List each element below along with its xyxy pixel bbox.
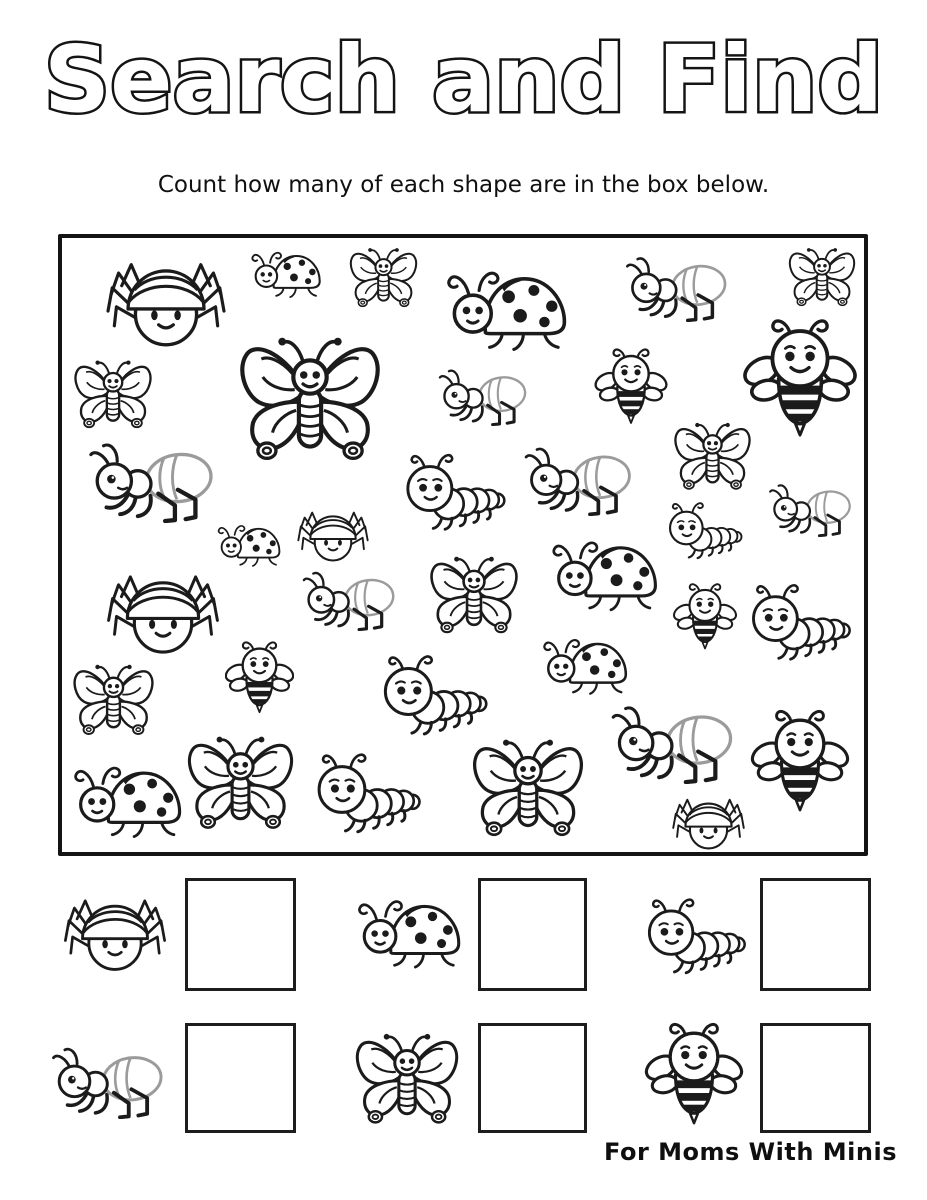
- bug-spider: [109, 577, 218, 652]
- bug-ant: [304, 573, 395, 630]
- answer-icon-caterpillar: [636, 886, 748, 986]
- bug-butterfly: [675, 423, 749, 489]
- bug-butterfly: [432, 557, 517, 633]
- bug-bee: [671, 584, 738, 648]
- bug-ant: [613, 708, 733, 782]
- bug-ant: [770, 485, 851, 535]
- bug-ladybug: [219, 526, 280, 566]
- bug-spider: [673, 800, 744, 849]
- bug-caterpillar: [408, 455, 504, 529]
- bug-butterfly: [351, 248, 416, 306]
- bug-ladybug: [449, 273, 565, 349]
- bug-caterpillar: [319, 755, 419, 832]
- page-title: Search and Find: [43, 26, 884, 133]
- bug-ant: [526, 449, 632, 514]
- bug-caterpillar: [753, 585, 849, 659]
- bug-butterfly: [75, 665, 153, 734]
- bug-butterfly: [790, 248, 854, 305]
- answer-icon-ladybug: [350, 892, 468, 977]
- count-box-ant[interactable]: [185, 1023, 296, 1133]
- bug-bee: [223, 642, 296, 712]
- bug-ladybug: [544, 640, 625, 694]
- count-box-caterpillar[interactable]: [760, 878, 871, 991]
- bug-ant: [627, 259, 727, 321]
- bug-butterfly: [475, 740, 582, 835]
- count-box-bee[interactable]: [760, 1023, 871, 1133]
- bug-ladybug: [554, 543, 656, 610]
- credit-text: For Moms With Minis: [604, 1138, 897, 1166]
- count-box-butterfly[interactable]: [478, 1023, 587, 1133]
- bug-butterfly: [189, 737, 291, 828]
- bug-bee: [748, 711, 851, 810]
- bug-caterpillar: [385, 656, 486, 733]
- search-area-box: [58, 234, 868, 856]
- answer-icon-ant: [32, 1042, 180, 1119]
- instructions-text: Count how many of each shape are in the box below.: [157, 172, 770, 198]
- count-box-spider[interactable]: [185, 878, 296, 991]
- bug-ladybug: [76, 768, 180, 836]
- bug-butterfly: [242, 338, 377, 459]
- bug-butterfly: [76, 360, 151, 427]
- bug-ant: [91, 445, 214, 521]
- answer-icon-bee: [641, 1021, 747, 1130]
- answer-icon-butterfly: [350, 1026, 464, 1128]
- answer-icon-spider: [54, 890, 176, 973]
- bug-bee: [593, 350, 670, 423]
- bug-bee: [740, 321, 859, 435]
- bug-spider: [298, 513, 367, 561]
- count-box-ladybug[interactable]: [478, 878, 587, 991]
- bug-ladybug: [252, 253, 319, 297]
- insect-canvas: [62, 238, 864, 852]
- bug-caterpillar: [670, 503, 741, 558]
- bug-ant: [440, 371, 527, 425]
- bug-spider: [108, 265, 224, 345]
